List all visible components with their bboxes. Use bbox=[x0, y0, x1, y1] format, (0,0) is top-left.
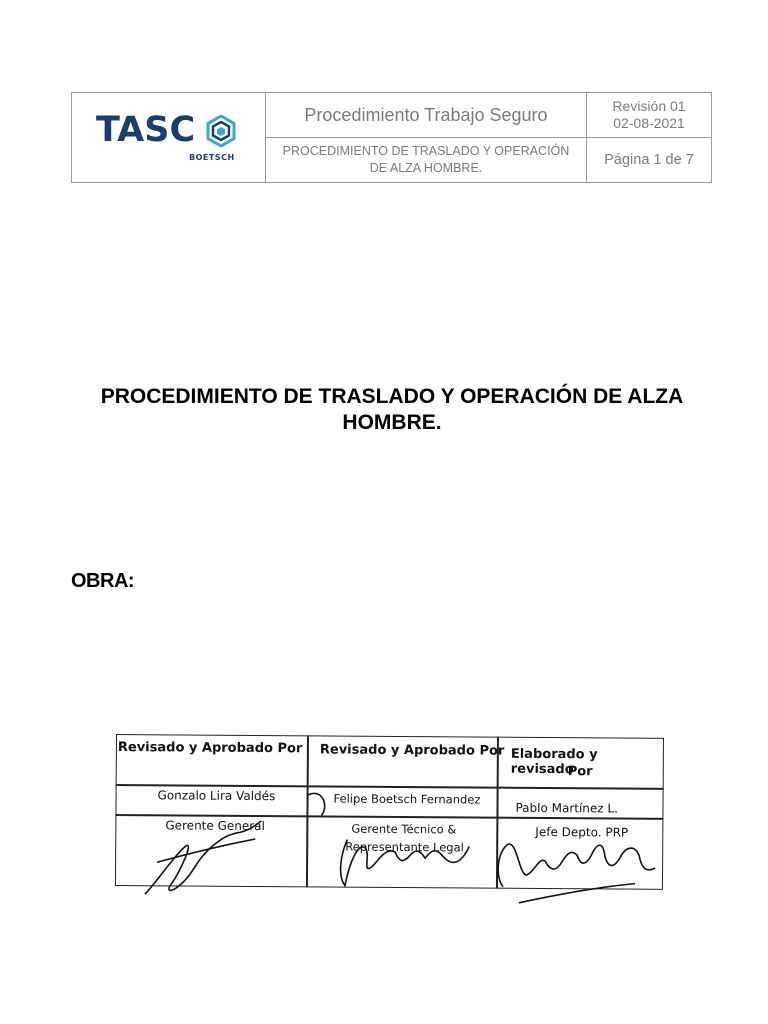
main-title: PROCEDIMIENTO DE TRASLADO Y OPERACIÓN DE ALZA HOMBRE. bbox=[100, 385, 684, 434]
col2-role-line1: Gerente Técnico & bbox=[351, 821, 457, 837]
obra-label: OBRA: bbox=[71, 570, 135, 592]
col1-role: Gerente General bbox=[165, 818, 265, 834]
page-number: Página 1 de 7 bbox=[604, 152, 694, 168]
col2-role-line2: Representante Legal bbox=[345, 839, 464, 855]
signature-3-icon bbox=[498, 844, 655, 904]
col3-heading-line2: Por bbox=[567, 764, 593, 780]
signature-1-icon bbox=[145, 820, 262, 895]
document-type: Procedimiento Trabajo Seguro bbox=[304, 104, 548, 125]
col1-name: Gonzalo Lira Valdés bbox=[157, 788, 276, 804]
signature-2-icon bbox=[307, 793, 470, 886]
signature-table bbox=[115, 734, 664, 890]
col2-heading: Revisado y Aprobado Por bbox=[319, 742, 505, 759]
col1-heading: Revisado y Aprobado Por bbox=[117, 740, 303, 757]
header-meta-column bbox=[587, 93, 711, 182]
revision-label: Revisión 01 bbox=[612, 98, 686, 114]
hexagon-logo-icon bbox=[206, 115, 236, 147]
company-logo bbox=[72, 93, 266, 182]
col3-role: Jefe Depto. PRP bbox=[535, 824, 629, 840]
document-title-header: PROCEDIMIENTO DE TRASLADO Y OPERACIÓN DE ALZA HOMBRE. bbox=[282, 144, 570, 175]
col3-heading-line1: Elaborado y revisado bbox=[510, 746, 598, 778]
logo-subtext: BOETSCH bbox=[189, 153, 235, 162]
col3-name: Pablo Martínez L. bbox=[515, 800, 618, 816]
revision-date: 02-08-2021 bbox=[613, 115, 685, 131]
handwritten-signatures bbox=[115, 734, 676, 918]
col2-name: Felipe Boetsch Fernandez bbox=[333, 791, 481, 807]
document-header bbox=[71, 92, 712, 183]
logo-wordmark: TASC bbox=[96, 110, 196, 150]
header-title-column bbox=[266, 93, 587, 182]
